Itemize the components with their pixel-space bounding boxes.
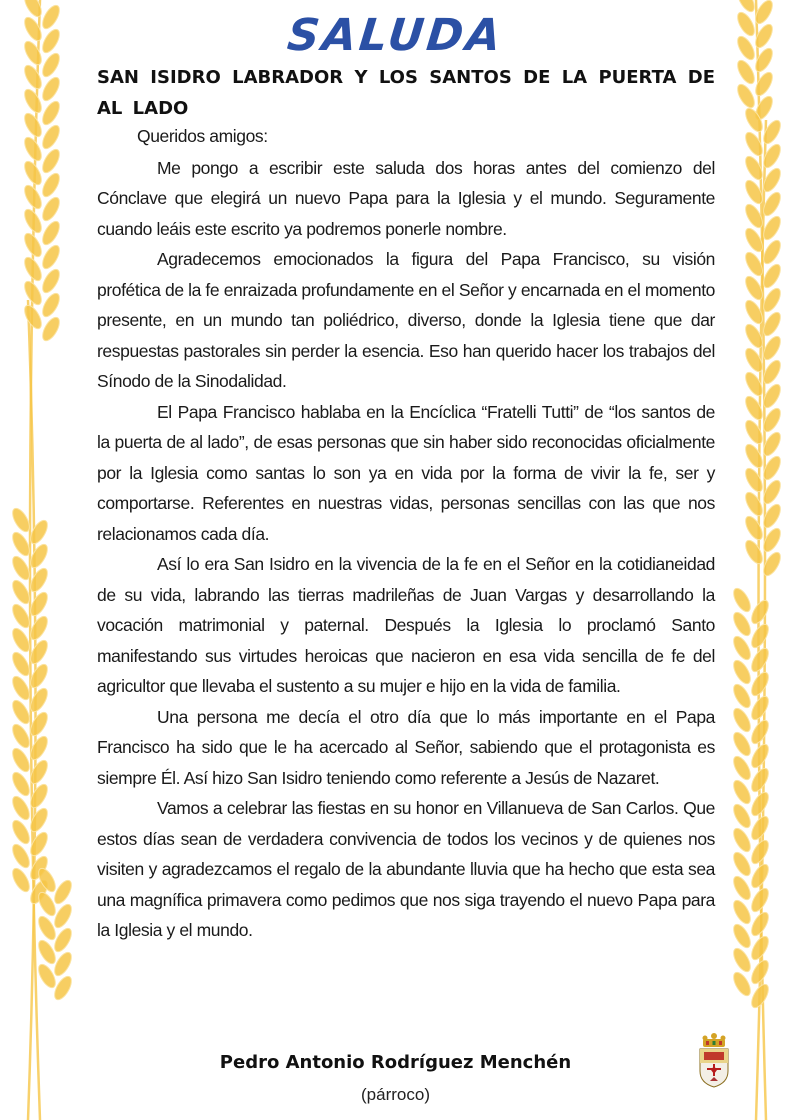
wheat-grain <box>734 58 757 87</box>
article-body <box>97 121 715 946</box>
wheat-grain <box>21 63 44 92</box>
wheat-grain <box>748 694 771 723</box>
wheat-grain <box>730 922 753 951</box>
wheat-stalk-left-decoration <box>0 0 80 1120</box>
wheat-grain <box>748 742 771 771</box>
wheat-grain <box>21 183 44 212</box>
paragraph-4: Así lo era San Isidro en la vivencia de la fe en el Señor en la cotidianeidad de su vida, labrando las tierras madrileñas de Juan Vargas y desarrollando la vocación matrimonial y paternal. Después la Iglesia lo proclamó Santo manifestando sus virtudes heroicas que nacieron en esa vida sencilla de fe del agricultor que llevaba el sustento a su mujer e hijo en la vida de familia. <box>97 554 715 696</box>
wheat-grain <box>748 718 771 747</box>
wheat-grain <box>21 111 44 140</box>
wheat-grain <box>9 794 32 823</box>
wheat-grain <box>21 87 44 116</box>
wheat-grain <box>39 195 62 224</box>
wheat-grain <box>748 910 771 939</box>
paragraph-3: El Papa Francisco hablaba en la Encíclica “Fratelli Tutti” de “los santos de la puerta de al lado”, de esas personas que sin haber sido reconocidas oficialmente por la Iglesia como santas lo son ya en vida por la forma de vivir la fe, ser y comportarse. Referentes en nuestras vidas, personas sencillas con las que nos relacionamos cada día. <box>97 401 715 544</box>
wheat-grain <box>742 466 765 495</box>
wheat-grain <box>39 147 62 176</box>
paragraph-6: Vamos a celebrar las fiestas en su honor en Villanueva de San Carlos. Que estos días sean de verdadera convivencia de todos los vecinos y de quienes nos visiten y agradezcamos el regalo de la abundante lluvia que ha hecho que esta sea una magnífica primavera como pedimos que nos siga trayendo el nuevo Papa para la Iglesia y el mundo. <box>97 798 715 940</box>
greeting: Queridos amigos: <box>137 126 268 146</box>
wheat-grain <box>9 746 32 775</box>
wheat-grain <box>730 802 753 831</box>
wheat-grain <box>730 850 753 879</box>
wheat-grain <box>9 722 32 751</box>
wheat-grain <box>742 514 765 543</box>
paragraph-2: Agradecemos emocionados la figura del Papa Francisco, su visión profética de la fe enraizada profundamente en el Señor y encarnada en el momento presente, en un mundo tan poliédrico, diverso, donde la Iglesia tiene que dar respuestas pastorales sin perder la esencia. Eso han querido hacer los trabajos del Sínodo de la Sinodalidad. <box>97 249 715 391</box>
wheat-grain <box>21 207 44 236</box>
wheat-grain <box>9 698 32 727</box>
page-title: SALUDA <box>284 10 507 61</box>
wheat-grain <box>21 279 44 308</box>
wheat-grain <box>730 970 753 999</box>
wheat-grain <box>730 874 753 903</box>
wheat-grain <box>39 75 62 104</box>
wheat-grain <box>742 490 765 519</box>
wheat-grain <box>742 346 765 375</box>
wheat-grain <box>748 622 771 651</box>
wheat-grain <box>748 598 771 627</box>
paragraph-1: Me pongo a escribir este saluda dos horas antes del comienzo del Cónclave que elegirá un nuevo Papa para la Iglesia y el mundo. Seguramente cuando leáis este escrito ya podremos ponerle nombre. <box>97 157 715 239</box>
wheat-grain <box>748 982 771 1011</box>
wheat-grain <box>730 610 753 639</box>
wheat-grain <box>748 838 771 867</box>
wheat-grain <box>748 886 771 915</box>
wheat-grain <box>742 538 765 567</box>
wheat-grain <box>9 842 32 871</box>
wheat-grain <box>39 123 62 152</box>
wheat-grain <box>39 243 62 272</box>
wheat-grain <box>730 826 753 855</box>
wheat-grain <box>748 862 771 891</box>
wheat-grain <box>748 958 771 987</box>
wheat-grain <box>730 730 753 759</box>
wheat-grain <box>748 646 771 675</box>
signature-name: Pedro Antonio Rodríguez Menchén <box>219 1052 572 1073</box>
wheat-grain <box>742 442 765 471</box>
wheat-grain <box>748 814 771 843</box>
wheat-grain <box>742 394 765 423</box>
wheat-grain <box>9 674 32 703</box>
wheat-grain <box>752 70 775 99</box>
wheat-grain <box>730 754 753 783</box>
wheat-grain <box>21 303 44 332</box>
wheat-grain <box>734 82 757 111</box>
wheat-grain <box>21 231 44 260</box>
wheat-grain <box>748 934 771 963</box>
wheat-grain <box>9 866 32 895</box>
wheat-grain <box>760 118 783 147</box>
wheat-grain <box>742 154 765 183</box>
wheat-grain <box>21 159 44 188</box>
wheat-grain <box>39 315 62 344</box>
wheat-grain <box>730 946 753 975</box>
wheat-stalk-right-decoration <box>711 0 791 1120</box>
wheat-grain <box>748 670 771 699</box>
article-heading: SAN ISIDRO LABRADOR Y LOS SANTOS DE LA PUERTA DE AL LADO <box>97 67 715 119</box>
wheat-grain <box>39 219 62 248</box>
wheat-grain <box>39 171 62 200</box>
wheat-grain <box>730 898 753 927</box>
wheat-grain <box>9 770 32 799</box>
wheat-grain <box>21 135 44 164</box>
wheat-grain <box>742 370 765 399</box>
wheat-grain <box>742 130 765 159</box>
wheat-grain <box>39 267 62 296</box>
wheat-grain <box>730 778 753 807</box>
wheat-grain <box>730 682 753 711</box>
signature-role: (párroco) <box>361 1085 430 1104</box>
wheat-grain <box>27 830 50 859</box>
wheat-grain <box>730 634 753 663</box>
wheat-grain <box>748 790 771 819</box>
wheat-grain <box>21 255 44 284</box>
wheat-grain <box>748 766 771 795</box>
wheat-grain <box>730 706 753 735</box>
wheat-grain <box>9 818 32 847</box>
wheat-grain <box>730 658 753 687</box>
wheat-grain <box>39 99 62 128</box>
coat-of-arms-icon <box>697 1033 731 1089</box>
paragraph-5: Una persona me decía el otro día que lo más importante en el Papa Francisco ha sido que le ha acercado al Señor, sabiendo que el protagonista es siempre Él. Así hizo San Isidro teniendo como referente a Jesús de Nazaret. <box>97 706 715 788</box>
wheat-grain <box>742 418 765 447</box>
wheat-grain <box>730 586 753 615</box>
wheat-grain <box>39 291 62 320</box>
